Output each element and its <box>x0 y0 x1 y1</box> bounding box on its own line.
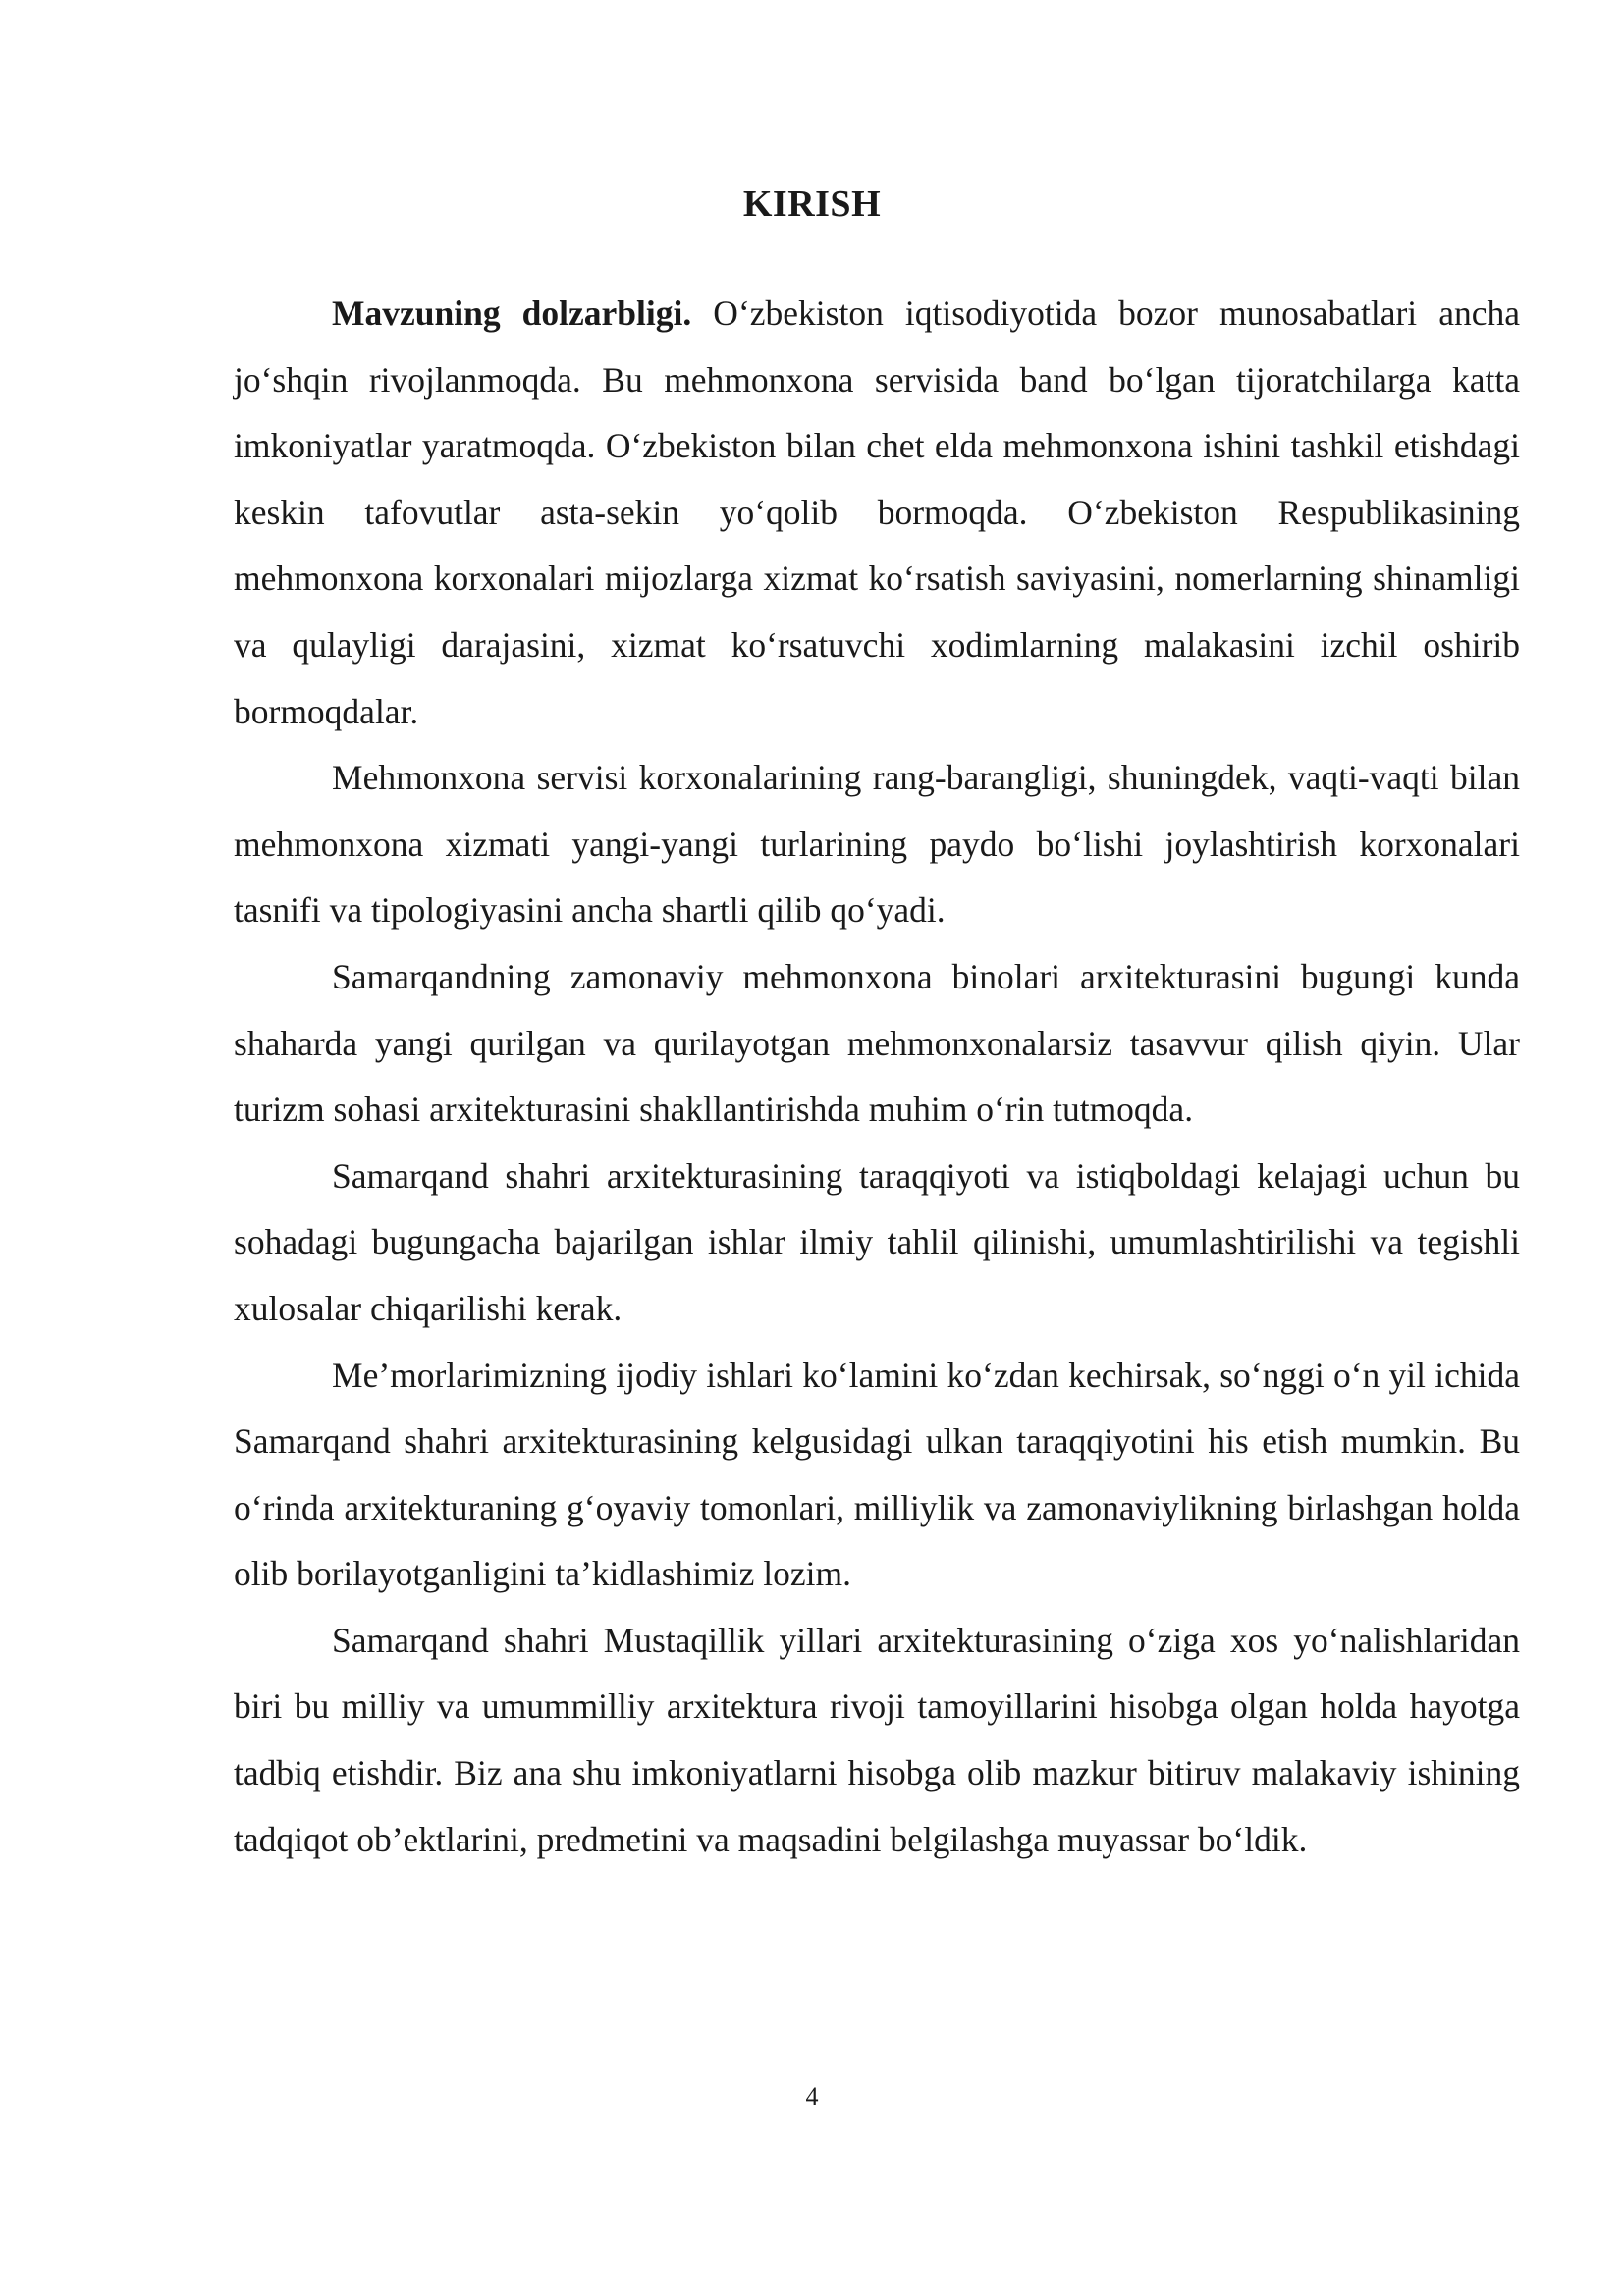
paragraph: Samarqandning zamonaviy mehmonxona binolari arxitekturasini bugungi kunda shaharda yangi qurilgan va qurilayotgan mehmonxonalarsiz tasavvur qilish qiyin. Ular turizm sohasi arxitekturasini shakllantirishda muhim o‘rin tutmoqda. <box>234 956 1520 1130</box>
paragraph-relevance <box>234 281 1520 745</box>
paragraph-text: O‘zbekiston iqtisodiyotida bozor munosabatlari ancha jo‘shqin rivojlanmoqda. Bu mehmonxona servisida band bo‘lgan tijoratchilarga katta imkoniyatlar yaratmoqda. O‘zbekiston bilan chet elda mehmonxona ishini tashkil etishdagi keskin tafovutlar asta-sekin yo‘qolib bormoqda. O‘zbekiston Respublikasining mehmonxona korxonalari mijozlarga xizmat ko‘rsatish saviyasini, nomerlarning shinamligi va qulayligi darajasini, xizmat ko‘rsatuvchi xodimlarning malakasini izchil oshirib bormoqdalar. <box>234 294 1520 731</box>
document-body <box>234 281 1520 1873</box>
paragraph: Samarqand shahri Mustaqillik yillari arxitekturasining o‘ziga xos yo‘nalishlaridan biri bu milliy va umummilliy arxitektura rivoji tamoyillarini hisobga olgan holda hayotga tadbiq etishdir. Biz ana shu imkoniyatlarni hisobga olib mazkur bitiruv malakaviy ishining tadqiqot ob’ektlarini, predmetini va maqsadini belgilashga muyassar bo‘ldik. <box>234 1620 1520 1859</box>
paragraph: Samarqand shahri arxitekturasining taraqqiyoti va istiqboldagi kelajagi uchun bu sohadagi bugungacha bajarilgan ishlar ilmiy tahlil qilinishi, umumlashtirilishi va tegishli xulosalar chiqarilishi kerak. <box>234 1155 1520 1328</box>
paragraph: Mehmonxona servisi korxonalarining rang-barangligi, shuningdek, vaqti-vaqti bilan mehmonxona xizmati yangi-yangi turlarining paydo bo‘lishi joylashtirish korxonalari tasnifi va tipologiyasini ancha shartli qilib qo‘yadi. <box>234 758 1520 931</box>
paragraph-lead: Mavzuning dolzarbligi. <box>332 294 692 333</box>
paragraph: Me’morlarimizning ijodiy ishlari ko‘lamini ko‘zdan kechirsak, so‘nggi o‘n yil ichida Samarqand shahri arxitekturasining kelgusidagi ulkan taraqqiyotini his etish mumkin. Bu o‘rinda arxitekturaning g‘oyaviy tomonlari, milliylik va zamonaviylikning birlashgan holda olib borilayotganligini ta’kidlashimiz lozim. <box>234 1355 1520 1594</box>
page-heading: KIRISH <box>742 184 882 225</box>
page-number: 4 <box>805 2082 819 2110</box>
